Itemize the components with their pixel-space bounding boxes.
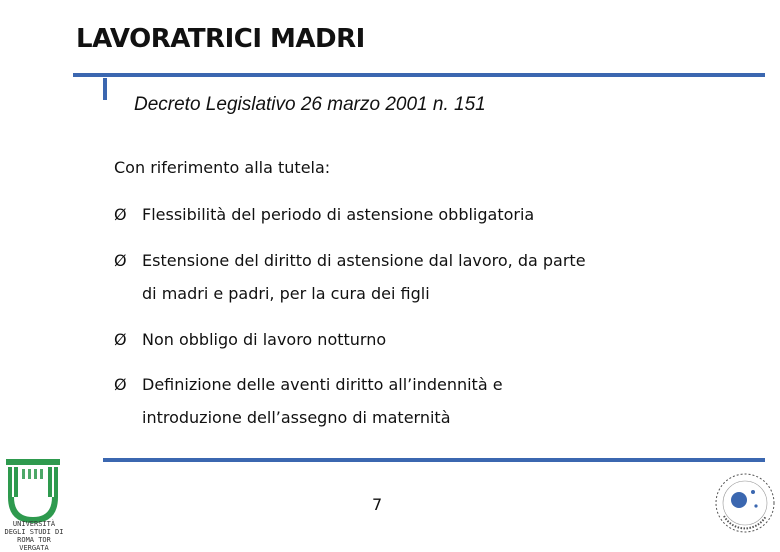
slide-subtitle: Decreto Legislativo 26 marzo 2001 n. 151: [134, 94, 486, 115]
slide-title: LAVORATRICI MADRI: [76, 24, 365, 54]
page-number: 7: [372, 495, 383, 514]
intro-text: Con riferimento alla tutela:: [114, 158, 331, 177]
divider-tick: [103, 78, 107, 100]
bullet-arrow-icon: Ø: [114, 375, 127, 394]
university-logo-caption: UNIVERSITÀ DEGLI STUDI DI ROMA TOR VERGATA: [4, 520, 64, 552]
bottom-divider: [103, 458, 765, 462]
bullet-text: Definizione delle aventi diritto all’indennità e: [142, 375, 503, 394]
institute-seal-logo: [712, 470, 778, 536]
bullet-text: di madri e padri, per la cura dei figli: [142, 284, 430, 303]
bullet-arrow-icon: Ø: [114, 330, 127, 349]
bullet-arrow-icon: Ø: [114, 251, 127, 270]
bullet-text: Flessibilità del periodo di astensione obbligatoria: [142, 205, 535, 224]
bullet-text: Estensione del diritto di astensione dal lavoro, da parte: [142, 251, 586, 270]
top-divider: [73, 73, 765, 77]
bullet-text: introduzione dell’assegno di maternità: [142, 408, 451, 427]
bullet-text: Non obbligo di lavoro notturno: [142, 330, 387, 349]
bullet-arrow-icon: Ø: [114, 205, 127, 224]
